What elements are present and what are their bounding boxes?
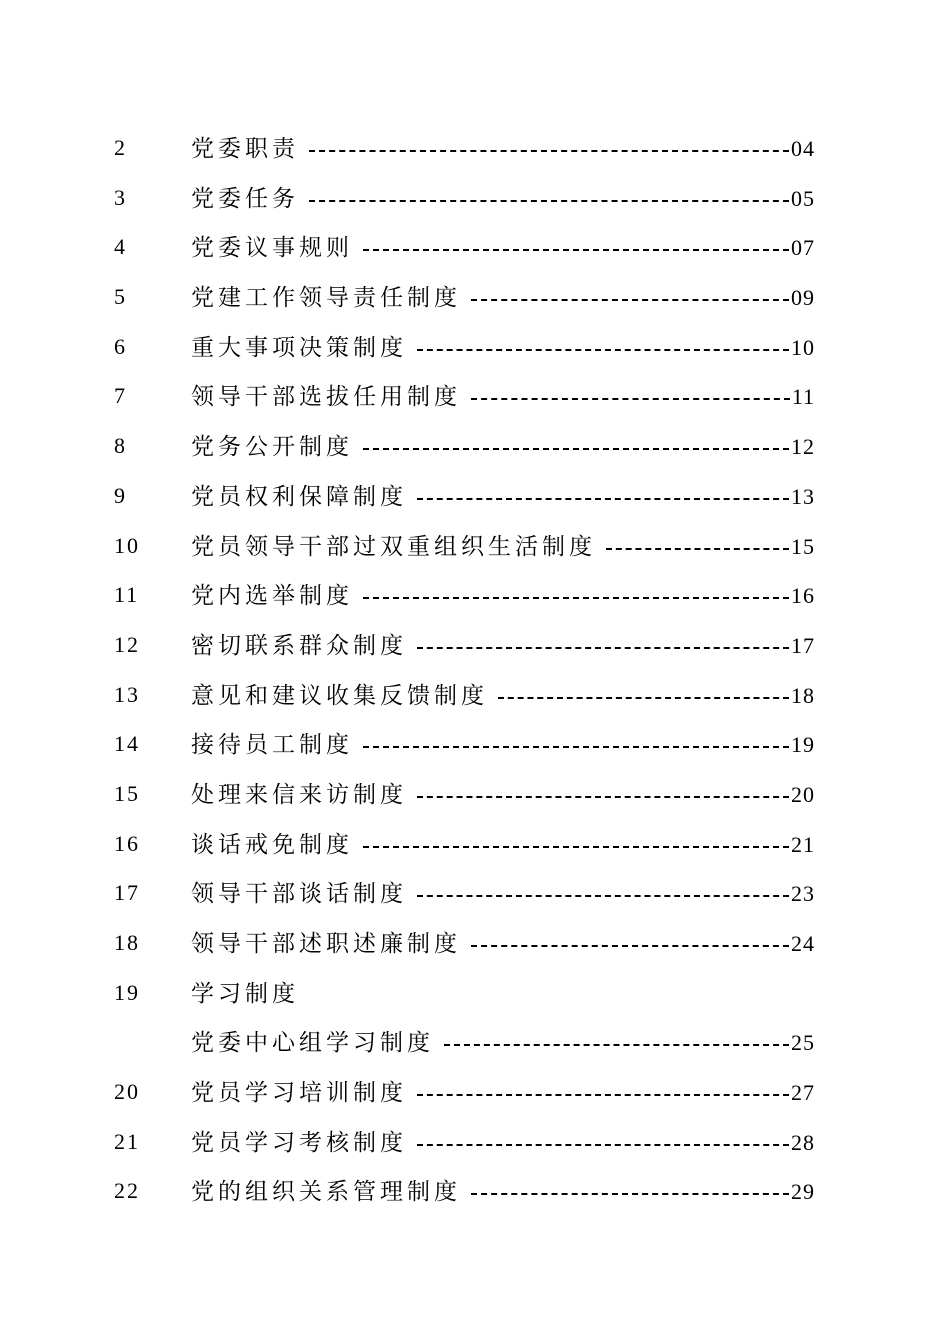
toc-entry-line bbox=[191, 631, 815, 661]
toc-entry bbox=[0, 671, 950, 721]
toc-entry bbox=[0, 422, 950, 472]
toc-entry-page: 25 bbox=[791, 1030, 815, 1056]
toc-dot-leader bbox=[471, 945, 789, 947]
toc-entry bbox=[0, 1118, 950, 1168]
toc-entry-title: 党员学习培训制度 bbox=[191, 1080, 407, 1107]
toc-entry-title: 领导干部述职述廉制度 bbox=[191, 931, 461, 957]
toc-entry-page: 24 bbox=[791, 931, 815, 956]
toc-dot-leader bbox=[417, 796, 789, 798]
toc-entry-number: 16 bbox=[114, 830, 140, 856]
toc-entry-number: 12 bbox=[114, 631, 140, 657]
toc-entry-page: 19 bbox=[791, 732, 815, 758]
toc-dot-leader bbox=[417, 349, 789, 351]
toc-entry-number: 20 bbox=[114, 1079, 140, 1105]
toc-dot-leader bbox=[471, 299, 789, 301]
toc-entry-title: 党的组织关系管理制度 bbox=[191, 1179, 461, 1206]
toc-entry-line bbox=[191, 482, 815, 512]
toc-entry bbox=[0, 720, 950, 770]
toc-entry-line bbox=[191, 184, 815, 214]
toc-entry-number: 2 bbox=[114, 135, 127, 160]
toc-entry-number: 5 bbox=[114, 284, 127, 310]
toc-entry-number: 11 bbox=[114, 582, 140, 608]
toc-entry-page: 04 bbox=[791, 136, 815, 161]
toc-entry-number: 13 bbox=[114, 681, 140, 707]
toc-entry-line bbox=[191, 532, 815, 562]
toc-entry-line bbox=[191, 283, 815, 313]
toc-dot-leader bbox=[363, 249, 789, 251]
toc-entry-title: 党委职责 bbox=[191, 136, 299, 162]
toc-entry-page: 20 bbox=[791, 781, 815, 807]
toc-entry-line bbox=[191, 333, 815, 363]
toc-entry-page: 18 bbox=[791, 682, 815, 708]
toc-entry-number: 6 bbox=[114, 333, 127, 359]
toc-entry-title: 领导干部选拔任用制度 bbox=[191, 384, 461, 411]
toc-entry-number: 14 bbox=[114, 731, 140, 757]
toc-entry-title: 领导干部谈话制度 bbox=[191, 881, 407, 908]
toc-dot-leader bbox=[363, 746, 789, 748]
toc-entry bbox=[0, 820, 950, 870]
toc-entry-title: 意见和建议收集反馈制度 bbox=[191, 682, 488, 709]
toc-entry bbox=[0, 273, 950, 323]
toc-entry bbox=[0, 174, 950, 224]
toc-entry-page: 29 bbox=[791, 1179, 815, 1205]
toc-entry-line bbox=[191, 730, 815, 760]
toc-entry bbox=[0, 223, 950, 273]
toc-entry bbox=[0, 969, 950, 1019]
toc-entry-number: 10 bbox=[114, 532, 140, 558]
toc-entry bbox=[0, 770, 950, 820]
toc-entry bbox=[0, 323, 950, 373]
toc-entry-number: 17 bbox=[114, 880, 140, 906]
toc-entry bbox=[0, 1167, 950, 1217]
toc-entry-page: 11 bbox=[791, 384, 815, 410]
toc-entry-line bbox=[191, 382, 815, 412]
toc-dot-leader bbox=[363, 597, 789, 599]
toc-entry-line bbox=[191, 830, 815, 860]
toc-entry-page: 05 bbox=[791, 185, 815, 211]
toc-entry-line bbox=[191, 233, 815, 263]
toc-entry-title: 党务公开制度 bbox=[191, 434, 353, 461]
toc-entry-title: 党员领导干部过双重组织生活制度 bbox=[191, 533, 596, 560]
toc-entry-line bbox=[191, 1177, 815, 1207]
toc-entry-title: 党员权利保障制度 bbox=[191, 483, 407, 510]
toc-entry-number: 19 bbox=[114, 979, 140, 1005]
toc-dot-leader bbox=[444, 1044, 789, 1046]
toc-entry-title: 党委中心组学习制度 bbox=[191, 1030, 434, 1057]
toc-entry-page: 12 bbox=[791, 434, 815, 460]
toc-entry-title: 党内选举制度 bbox=[191, 583, 353, 610]
toc-entry-title: 谈话戒免制度 bbox=[191, 831, 353, 858]
toc-entry-page: 13 bbox=[791, 483, 815, 509]
toc-entry bbox=[0, 1068, 950, 1118]
toc-dot-leader bbox=[417, 1144, 789, 1146]
toc-entry-line bbox=[191, 1078, 815, 1108]
toc-entry-title: 接待员工制度 bbox=[191, 732, 353, 759]
toc-entry-title: 重大事项决策制度 bbox=[191, 334, 407, 361]
toc-entry-number: 22 bbox=[114, 1178, 140, 1204]
toc-dot-leader bbox=[417, 1094, 789, 1096]
toc-entry-title: 处理来信来访制度 bbox=[191, 781, 407, 808]
toc-dot-leader bbox=[498, 697, 789, 699]
toc-dot-leader bbox=[606, 548, 789, 550]
toc-entry-line bbox=[191, 879, 815, 909]
toc-entry-page: 15 bbox=[791, 533, 815, 559]
toc-entry-page: 16 bbox=[791, 583, 815, 609]
toc-dot-leader bbox=[363, 448, 789, 450]
toc-entry bbox=[0, 372, 950, 422]
toc-entry-number: 9 bbox=[114, 482, 127, 508]
toc-entry-page: 07 bbox=[791, 235, 815, 261]
toc-entry-page: 27 bbox=[791, 1080, 815, 1106]
toc-entry bbox=[0, 919, 950, 969]
toc-dot-leader bbox=[417, 647, 789, 649]
toc-entry-title: 密切联系群众制度 bbox=[191, 632, 407, 659]
toc-entry-page: 10 bbox=[791, 334, 815, 360]
toc-entry bbox=[0, 522, 950, 572]
toc-entry-title: 党委任务 bbox=[191, 185, 299, 212]
toc-entry-number: 3 bbox=[114, 184, 127, 210]
toc-entry-line bbox=[191, 1128, 815, 1158]
toc-entry bbox=[0, 1018, 950, 1068]
toc-entry-title: 学习制度 bbox=[191, 980, 299, 1007]
toc-entry-line bbox=[191, 929, 815, 959]
toc-dot-leader bbox=[471, 398, 790, 400]
toc-entry-line bbox=[191, 581, 815, 611]
toc-entry-page: 21 bbox=[791, 831, 815, 857]
toc-entry-title: 党建工作领导责任制度 bbox=[191, 285, 461, 312]
toc-entry-number: 8 bbox=[114, 433, 127, 459]
toc-entry-number: 21 bbox=[114, 1128, 140, 1154]
toc-entry-line bbox=[191, 780, 815, 810]
toc-entry-page: 09 bbox=[791, 285, 815, 311]
toc-entry-line bbox=[191, 134, 815, 164]
toc-dot-leader bbox=[471, 1193, 789, 1195]
toc-dot-leader bbox=[417, 498, 789, 500]
toc-entry-line bbox=[191, 681, 815, 711]
toc-entry-line bbox=[191, 1028, 815, 1058]
table-of-contents bbox=[0, 124, 950, 1217]
toc-entry-number: 18 bbox=[114, 930, 140, 955]
toc-entry-page: 23 bbox=[791, 881, 815, 907]
toc-dot-leader bbox=[309, 200, 789, 202]
toc-entry-number: 4 bbox=[114, 234, 127, 260]
toc-entry bbox=[0, 472, 950, 522]
toc-entry bbox=[0, 869, 950, 919]
toc-dot-leader bbox=[417, 895, 789, 897]
toc-dot-leader bbox=[309, 150, 789, 152]
toc-dot-leader bbox=[363, 846, 789, 848]
toc-entry-title: 党员学习考核制度 bbox=[191, 1129, 407, 1156]
toc-entry-number: 7 bbox=[114, 383, 127, 409]
toc-entry bbox=[0, 571, 950, 621]
toc-entry bbox=[0, 621, 950, 671]
toc-entry-page: 17 bbox=[791, 632, 815, 658]
toc-entry-page: 28 bbox=[791, 1129, 815, 1155]
toc-entry-number: 15 bbox=[114, 780, 140, 806]
toc-entry-line bbox=[191, 432, 815, 462]
toc-entry bbox=[0, 124, 950, 174]
toc-entry-title: 党委议事规则 bbox=[191, 235, 353, 262]
toc-entry-line bbox=[191, 979, 815, 1009]
